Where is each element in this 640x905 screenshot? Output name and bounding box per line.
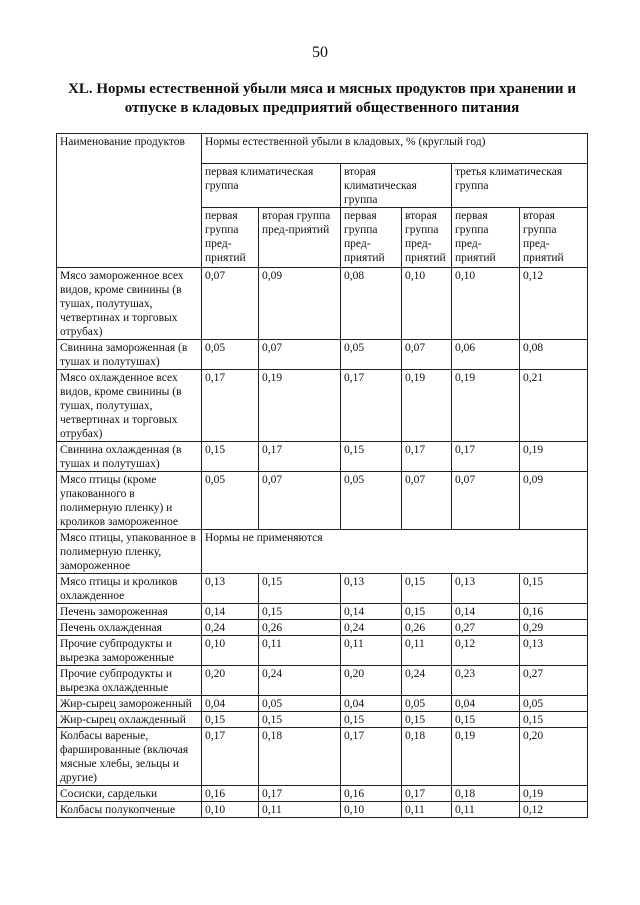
value-cell: 0,19 bbox=[259, 370, 341, 442]
value-cell: 0,17 bbox=[341, 370, 402, 442]
value-cell: 0,26 bbox=[259, 620, 341, 636]
value-cell: 0,15 bbox=[402, 712, 452, 728]
value-cell: 0,14 bbox=[341, 604, 402, 620]
table-row bbox=[57, 340, 588, 370]
value-cell: 0,16 bbox=[520, 604, 588, 620]
table-row bbox=[57, 802, 588, 818]
value-cell: 0,05 bbox=[341, 340, 402, 370]
table-row bbox=[57, 530, 588, 574]
product-name-cell: Прочие субпродукты и вырезка охлажденные bbox=[57, 666, 202, 696]
enterprise-group-header: вторая группа пред-приятий bbox=[520, 208, 588, 268]
document-title: XL. Нормы естественной убыли мяса и мясных продуктов при хранении и отпуске в кладовых предприятий общественного питания bbox=[68, 81, 576, 116]
value-cell: 0,15 bbox=[341, 442, 402, 472]
value-cell: 0,14 bbox=[202, 604, 259, 620]
table-row bbox=[57, 620, 588, 636]
value-cell: 0,15 bbox=[452, 712, 520, 728]
value-cell: 0,21 bbox=[520, 370, 588, 442]
value-cell: 0,20 bbox=[202, 666, 259, 696]
value-cell: 0,11 bbox=[402, 636, 452, 666]
value-cell: 0,18 bbox=[402, 728, 452, 786]
value-cell: 0,05 bbox=[202, 340, 259, 370]
enterprise-group-header: вторая группа пред-приятий bbox=[402, 208, 452, 268]
value-cell: 0,12 bbox=[452, 636, 520, 666]
value-cell: 0,27 bbox=[520, 666, 588, 696]
table-row bbox=[57, 712, 588, 728]
value-cell: 0,06 bbox=[452, 340, 520, 370]
value-cell: 0,15 bbox=[402, 574, 452, 604]
value-cell: 0,18 bbox=[452, 786, 520, 802]
value-cell: 0,24 bbox=[341, 620, 402, 636]
table-row bbox=[57, 604, 588, 620]
value-cell: 0,16 bbox=[341, 786, 402, 802]
value-cell: 0,08 bbox=[341, 268, 402, 340]
value-cell: 0,04 bbox=[202, 696, 259, 712]
product-name-cell: Прочие субпродукты и вырезка замороженные bbox=[57, 636, 202, 666]
product-name-cell: Мясо охлажденное всех видов, кроме свинины (в тушах, полутушах, четвертинах и торговых отрубах) bbox=[57, 370, 202, 442]
value-cell: 0,05 bbox=[259, 696, 341, 712]
value-cell: 0,10 bbox=[452, 268, 520, 340]
value-cell: 0,05 bbox=[341, 472, 402, 530]
value-cell: 0,17 bbox=[341, 728, 402, 786]
product-name-cell: Мясо птицы и кроликов охлажденное bbox=[57, 574, 202, 604]
climate-group-header: вторая климатическая группа bbox=[341, 164, 452, 208]
value-cell: 0,13 bbox=[452, 574, 520, 604]
value-cell: 0,17 bbox=[259, 442, 341, 472]
product-name-cell: Свинина замороженная (в тушах и полутушах) bbox=[57, 340, 202, 370]
value-cell: 0,26 bbox=[402, 620, 452, 636]
value-cell: 0,09 bbox=[520, 472, 588, 530]
value-cell: 0,11 bbox=[341, 636, 402, 666]
value-cell: 0,12 bbox=[520, 268, 588, 340]
value-cell: 0,05 bbox=[202, 472, 259, 530]
value-cell: 0,07 bbox=[452, 472, 520, 530]
value-cell: 0,15 bbox=[520, 712, 588, 728]
table-row bbox=[57, 370, 588, 442]
value-cell: 0,19 bbox=[520, 786, 588, 802]
value-cell: 0,17 bbox=[202, 728, 259, 786]
value-cell: 0,13 bbox=[202, 574, 259, 604]
table-row bbox=[57, 636, 588, 666]
page-number: 50 bbox=[312, 44, 328, 61]
value-cell: 0,10 bbox=[341, 802, 402, 818]
value-cell: 0,04 bbox=[452, 696, 520, 712]
value-cell: 0,15 bbox=[259, 712, 341, 728]
value-cell: 0,07 bbox=[202, 268, 259, 340]
value-cell: 0,13 bbox=[341, 574, 402, 604]
table-row bbox=[57, 472, 588, 530]
value-cell: 0,15 bbox=[259, 574, 341, 604]
table-row bbox=[57, 696, 588, 712]
value-cell: 0,05 bbox=[402, 696, 452, 712]
value-cell: 0,23 bbox=[452, 666, 520, 696]
value-cell: 0,13 bbox=[520, 636, 588, 666]
value-cell: 0,24 bbox=[259, 666, 341, 696]
value-cell: 0,07 bbox=[259, 340, 341, 370]
product-name-cell: Колбасы вареные, фаршированные (включая мясные хлебы, зельцы и другие) bbox=[57, 728, 202, 786]
value-cell: 0,04 bbox=[341, 696, 402, 712]
table-row bbox=[57, 574, 588, 604]
product-name-cell: Мясо птицы (кроме упакованного в полимерную пленку) и кроликов замороженное bbox=[57, 472, 202, 530]
product-name-cell: Печень охлажденная bbox=[57, 620, 202, 636]
value-cell: 0,07 bbox=[402, 472, 452, 530]
product-name-cell: Мясо птицы, упакованное в полимерную пленку, замороженное bbox=[57, 530, 202, 574]
table-row bbox=[57, 666, 588, 696]
value-cell: 0,08 bbox=[520, 340, 588, 370]
value-cell: 0,11 bbox=[259, 636, 341, 666]
product-name-cell: Печень замороженная bbox=[57, 604, 202, 620]
value-cell: 0,07 bbox=[402, 340, 452, 370]
value-cell: 0,17 bbox=[402, 786, 452, 802]
enterprise-group-header: вторая группа пред-приятий bbox=[259, 208, 341, 268]
value-cell: 0,12 bbox=[520, 802, 588, 818]
value-cell: 0,15 bbox=[402, 604, 452, 620]
product-name-cell: Жир-сырец охлажденный bbox=[57, 712, 202, 728]
table-row bbox=[57, 442, 588, 472]
value-cell: 0,10 bbox=[202, 636, 259, 666]
value-cell: 0,19 bbox=[520, 442, 588, 472]
value-cell: 0,24 bbox=[402, 666, 452, 696]
value-cell: 0,19 bbox=[452, 370, 520, 442]
value-cell: 0,19 bbox=[452, 728, 520, 786]
norms-header: Нормы естественной убыли в кладовых, % (круглый год) bbox=[202, 134, 588, 164]
value-cell: 0,17 bbox=[402, 442, 452, 472]
value-cell: 0,17 bbox=[452, 442, 520, 472]
value-cell: 0,19 bbox=[402, 370, 452, 442]
value-cell: 0,09 bbox=[259, 268, 341, 340]
enterprise-group-header: первая группа пред-приятий bbox=[341, 208, 402, 268]
value-cell: 0,27 bbox=[452, 620, 520, 636]
climate-group-header: первая климатическая группа bbox=[202, 164, 341, 208]
value-cell: 0,20 bbox=[520, 728, 588, 786]
product-name-cell: Мясо замороженное всех видов, кроме свинины (в тушах, полутушах, четвертинах и торговых отрубах) bbox=[57, 268, 202, 340]
value-cell: 0,14 bbox=[452, 604, 520, 620]
value-cell: 0,11 bbox=[402, 802, 452, 818]
value-cell: 0,15 bbox=[341, 712, 402, 728]
value-cell: 0,11 bbox=[452, 802, 520, 818]
value-cell: 0,24 bbox=[202, 620, 259, 636]
note-cell: Нормы не применяются bbox=[202, 530, 588, 574]
table-row bbox=[57, 728, 588, 786]
value-cell: 0,11 bbox=[259, 802, 341, 818]
value-cell: 0,15 bbox=[202, 712, 259, 728]
value-cell: 0,15 bbox=[520, 574, 588, 604]
value-cell: 0,16 bbox=[202, 786, 259, 802]
enterprise-group-header: первая группа пред-приятий bbox=[452, 208, 520, 268]
table-row bbox=[57, 268, 588, 340]
value-cell: 0,17 bbox=[259, 786, 341, 802]
value-cell: 0,15 bbox=[202, 442, 259, 472]
climate-group-header: третья климатическая группа bbox=[452, 164, 588, 208]
enterprise-group-header: первая группа пред-приятий bbox=[202, 208, 259, 268]
value-cell: 0,15 bbox=[259, 604, 341, 620]
product-name-cell: Колбасы полукопченые bbox=[57, 802, 202, 818]
value-cell: 0,10 bbox=[202, 802, 259, 818]
norms-table bbox=[56, 133, 588, 818]
value-cell: 0,05 bbox=[520, 696, 588, 712]
value-cell: 0,29 bbox=[520, 620, 588, 636]
value-cell: 0,20 bbox=[341, 666, 402, 696]
value-cell: 0,17 bbox=[202, 370, 259, 442]
value-cell: 0,07 bbox=[259, 472, 341, 530]
value-cell: 0,10 bbox=[402, 268, 452, 340]
table-row bbox=[57, 786, 588, 802]
value-cell: 0,18 bbox=[259, 728, 341, 786]
product-name-cell: Сосиски, сардельки bbox=[57, 786, 202, 802]
product-column-header: Наименование продуктов bbox=[57, 134, 202, 268]
product-name-cell: Свинина охлажденная (в тушах и полутушах) bbox=[57, 442, 202, 472]
product-name-cell: Жир-сырец замороженный bbox=[57, 696, 202, 712]
